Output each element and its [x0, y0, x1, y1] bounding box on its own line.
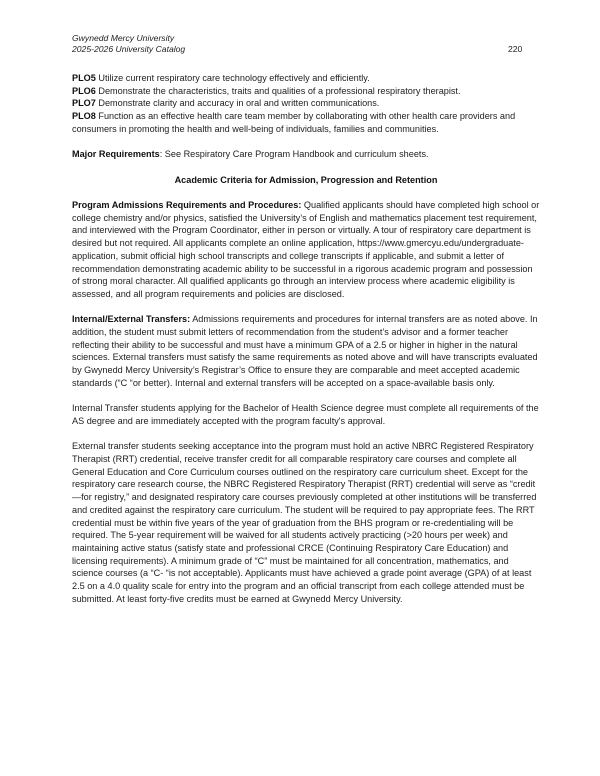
page-number: 220 [508, 44, 523, 54]
plo-item [72, 72, 540, 85]
plo-text: Utilize current respiratory care technology effectively and efficiently. [95, 73, 370, 83]
section-heading: Academic Criteria for Admission, Progression and Retention [174, 174, 438, 185]
header-catalog-title: 2025-2026 University Catalog [72, 44, 186, 54]
plo-label: PLO5 [72, 73, 96, 83]
major-requirements-text: : See Respiratory Care Program Handbook and curriculum sheets. [159, 149, 429, 160]
admissions-text: Qualified applicants should have completed high school or college chemistry and/or physics, satisfied the University’s of English and mathematics placement test requirement, and interviewed with the Program Coordinator, either in person or virtually. A tour of respiratory care department is desired but not required. All applicants complete an online application, https://www.gmercyu.edu/undergraduate-application, submit official high school transcripts and college transcripts if applicable, and submit a letter of recommendation demonstrating academic ability to be successful in a rigorous academic program and possession of strong moral character. All qualified applicants go through an interview process where academic eligibility is assessed, and all program requirements and policies are disclosed. [72, 199, 540, 299]
plo-label: PLO8 [72, 111, 96, 122]
header-institution: Gwynedd Mercy University [72, 33, 175, 43]
plo-text: Demonstrate the characteristics, traits and qualities of a professional respiratory therapist. [95, 85, 461, 96]
admissions-label: Program Admissions Requirements and Procedures: [72, 199, 302, 210]
transfers-paragraph [72, 313, 540, 389]
page-body [72, 72, 540, 605]
admissions-paragraph [72, 199, 540, 301]
major-requirements-label: Major Requirements [72, 149, 160, 160]
plo-item [72, 97, 540, 110]
transfers-label: Internal/External Transfers: [72, 314, 191, 325]
plo-label: PLO7 [72, 98, 96, 109]
plo-item [72, 110, 540, 135]
plo-item [72, 85, 540, 98]
external-transfer-paragraph: External transfer students seeking acceptance into the program must hold an active NBRC Registered Respiratory Therapist (RRT) credential, receive transfer credit for all comparable respiratory care courses and complete all General Education and Core Curriculum courses outlined on the respiratory care curriculum sheet. Except for the respiratory care research course, the NBRC Registered Respiratory Therapist (RRT) credential will serve as “credit—for registry,” and designated respiratory care courses previously completed at other institutions will be transferred and credited against the respiratory care curriculum. The student will be required to pay appropriate fees. The RRT credential must be within five years of the year of graduation from the BHS program or re-credentialing will be required. The 5-year requirement will be waived for all students actively practicing (>20 hours per week) and maintaining active status (satisfy state and professional CRCE (Continuing Respiratory Care Education) and licensing requirements). A minimum grade of “C” must be maintained for all concentration, mathematics, and science courses (a “C- “is not acceptable). Applicants must have achieved a grade point average (GPA) of at least 2.5 on a 4.0 quality scale for entry into the program and an official transcript from each college attended must be submitted. At least forty-five credits must be earned at Gwynedd Mercy University. [72, 441, 537, 604]
plo-text: Demonstrate clarity and accuracy in oral and written communications. [95, 98, 380, 109]
transfers-text: Admissions requirements and procedures for internal transfers are as noted above. In addition, the student must submit letters of recommendation from the student’s advisor and a former teacher reflecting their ability to be successful and must have a minimum GPA of a 2.5 or higher in higher in the natural sciences. External transfers must satisfy the same requirements as noted above and will have transcripts evaluated by Gwynedd Mercy University’s Registrar’s Office to ensure they are comparable and meet accepted academic standards (“C “or better). Internal and external transfers will be accepted on a space-available basis only. [72, 314, 538, 388]
plo-label: PLO6 [72, 85, 96, 96]
internal-transfer-paragraph: Internal Transfer students applying for the Bachelor of Health Science degree must complete all requirements of the AS degree and are immediately accepted with the program faculty's approval. [72, 403, 539, 426]
major-requirements [72, 148, 540, 161]
plo-text: Function as an effective health care team member by collaborating with other health care providers and consumers in promoting the health and well-being of individuals, families and communities. [72, 111, 516, 134]
